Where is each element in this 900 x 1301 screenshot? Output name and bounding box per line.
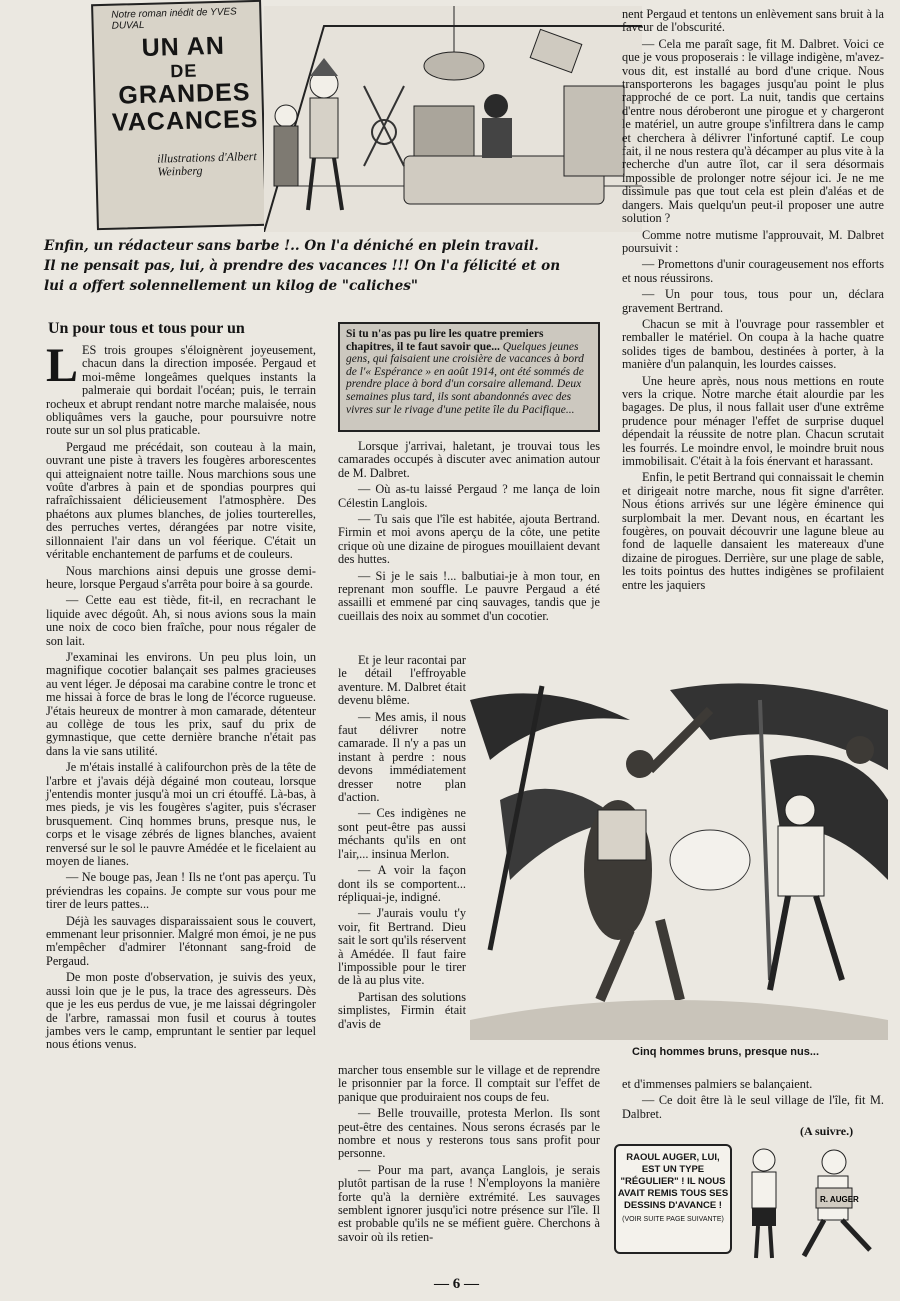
article-column-1: LES trois groupes s'éloignèrent joyeusement, chacun dans la direction imposée. Pergaud et moi-même longeâmes quelques instants la palmeraie qui bordait l'océan; puis, le terrain rocheux et abrupt rendant notre marche malaisée, nous obliquâmes vers la gauche, pour poursuivre notre route sur un sol plus praticable. Pergaud me précédait, son couteau à la main, ouvrant une piste à travers les fougères arborescentes qui atteignaient notre taille. Nous marchions sous une voûte d'arbres à pain et de spondias pourpres qui rafraîchissaient délicieusement l'atmosphère. Des phaétons aux plumes blanches, de jolies tourterelles, des perruches vertes, dérangées par notre visite, sillonnaient l'air dans un vol féerique. C'était un véritable enchantement de parfums et de couleurs. Nous marchions ainsi depuis une grosse demi-heure, lorsque Pergaud s'arrêta pour boire à sa gourde. — Cette eau est tiède, fit-il, en recrachant le liquide avec dégoût. Ah, si nous avions sous la main une noix de coco bien fraîche, pour nous régaler de son lait. J'examinai les environs. Un peu plus loin, un magnifique cocotier balançait ses palmes gracieuses au vent léger. Je déposai ma carabine contre le tronc et me hissai à force de bras le long de l'écorce rugueuse. J'étais heureux de montrer à mon camarade, détenteur au collège de tous les prix, sauf du prix de gymnastique, que cette dernière branche n'était pas dans la vie sans utilité. Je m'étais installé à califourchon près de la tête de l'arbre et j'avais déjà dégainé mon couteau, lorsque j'entendis monter jusqu'à moi un cri étouffé. Là-bas, à mes pieds, je vis les fougères s'agiter, puis s'écraser brusquement. Cinq hommes bruns, presque nus, le corps et le visage zébrés de lignes blanches, avaient renversé sur le sol le pauvre Amédée et le ficelaient au moyen de lianes. — Ne bouge pas, Jean ! Ils ne t'ont pas aperçu. Tu préviendras les copains. Je compte sur vous pour me tirer de leurs pattes... Déjà les sauvages disparaissaient sous le couvert, emmenant leur prisonnier. Malgré mon émoi, je ne pus m'empêcher d'admirer l'étonnant sang-froid de Pergaud. De mon poste d'observation, je suivis des yeux, aussi loin que je le pus, la trace des agresseurs. Dès que je les eus perdus de vue, je me laissai dégringoler de l'arbre, ramassai mon fusil et courus à toutes jambes vers le camp, empruntant le sentier par lequel nous étions venus. <box>46 339 316 1052</box>
paragraph: — Un pour tous, tous pour un, déclara gravement Bertrand. <box>622 287 884 315</box>
series-kicker: Notre roman inédit de YVES DUVAL <box>111 6 237 32</box>
page-number: — 6 — <box>434 1276 479 1292</box>
article-column-3-end <box>622 1078 884 1124</box>
paragraph: — Belle trouvaille, protesta Merlon. Ils sont peut-être des centaines. Nous serons écrasés par le nombre et nous y resterons tous sans profit pour personne. <box>338 1106 600 1161</box>
paragraph: Partisan des solutions simplistes, Firmin était d'avis de <box>338 989 466 1031</box>
summary-box <box>338 322 600 432</box>
article-column-2-top <box>338 440 600 626</box>
paragraph: — Cela me paraît sage, fit M. Dalbret. Voici ce que je vous proposerais : le village indigène, m'avez-vous dit, est installé au bord d'une crique. Nous transporterons les bagages jusqu'au point le plus rapproché de ce port. La nuit, tandis que certains d'entre nous déroberont une pirogue et y chargeront le matériel, un autre groupe s'infiltrera dans le camp et cherchera à délivrer l'infortuné captif. Le coup fait, il ne nous restera qu'à décamper au plus vite à la recherche d'un autre îlot, car il sera désormais impossible de prolonger notre séjour ici. Je ne me dissimule pas que tout cela est plein d'aléas et de dangers. Mais quelqu'un peut-il proposer une autre solution ? <box>622 36 884 226</box>
illustrator-credit: illustrations d'Albert Weinberg <box>156 148 257 179</box>
paragraph: Nous marchions ainsi depuis une grosse demi-heure, lorsque Pergaud s'arrêta pour boire à sa gourde. <box>46 563 316 591</box>
article-column-3 <box>622 8 884 595</box>
paragraph: Pergaud me précédait, son couteau à la main, ouvrant une piste à travers les fougères arborescentes qui atteignaient notre taille. Nous marchions sous une voûte d'arbres à pain et de spondias pourpres qui rafraîchissaient délicieusement l'atmosphère. Des phaétons aux plumes blanches, de jolies tourterelles, des perruches vertes, dérangées par notre visite, sillonnaient l'air dans un vol féerique. C'était un véritable enchantement de parfums et de couleurs. <box>46 439 316 562</box>
summary-heading: Si tu n'as pas pu lire les quatre premiers chapitres, il te faut savoir que... <box>346 328 544 353</box>
paragraph: Déjà les sauvages disparaissaient sous le couvert, emmenant leur prisonnier. Malgré mon émoi, je ne pus m'empêcher d'admirer l'étonnant sang-froid de Pergaud. <box>46 913 316 968</box>
paragraph: — Ces indigènes ne sont peut-être pas aussi méchants qu'ils en ont l'air,... insinua Merlon. <box>338 806 466 861</box>
paragraph: — Pour ma part, avança Langlois, je serais plutôt partisan de la ruse ! N'employons la manière forte qu'à la dernière extrémité. Les sauvages semblent ignorer jusqu'ici notre présence sur l'île. Il est probable qu'ils ne se méfient guère. Cherchons à savoir où ils retien- <box>338 1162 600 1244</box>
section-title: Un pour tous et tous pour un <box>48 320 245 337</box>
paragraph: Chacun se mit à l'ouvrage pour rassembler et remballer le matériel. On coupa à la hache quatre solides tiges de bambou, destinées à porter, à la manière d'un palanquin, les lourdes caisses. <box>622 316 884 372</box>
comic-panel <box>610 1138 880 1264</box>
header-illustration <box>42 0 602 235</box>
jungle-illustration <box>470 680 888 1040</box>
paragraph: — Promettons d'unir courageusement nos efforts et nous réussirons. <box>622 257 884 285</box>
paragraph: — A voir la façon dont ils se comportent... répliquai-je, indigné. <box>338 863 466 904</box>
paragraph: — Ne bouge pas, Jean ! Ils ne t'ont pas aperçu. Tu préviendras les copains. Je compte sur vous pour me tirer de leurs pattes... <box>46 870 316 912</box>
comic-characters-drawing <box>734 1138 880 1264</box>
summary-body: Quelques jeunes gens, qui faisaient une croisière de vacances à bord de l'« Espérance » en août 1914, ont été sommés de prendre place à bord d'un corsaire allemand. Deux semaines plus tard, ils sont abandonnés avec des vivres sur le rivage d'une petite île du Pacifique... <box>346 340 584 416</box>
paragraph: — Ce doit être là le seul village de l'île, fit M. Dalbret. <box>622 1093 884 1121</box>
title-sign <box>91 0 267 230</box>
to-be-continued: (A suivre.) <box>800 1124 854 1138</box>
paragraph: De mon poste d'observation, je suivis des yeux, aussi loin que je le pus, la trace des agresseurs. Dès que je les eus perdus de vue, je me laissai dégringoler de l'arbre, ramassai mon fusil et courus à toutes jambes vers le camp, empruntant le sentier par lequel nous étions venus. <box>46 970 316 1052</box>
story-title: UN AN DE GRANDES VACANCES <box>111 31 259 137</box>
paragraph: marcher tous ensemble sur le village et de reprendre le prisonnier par la force. Il comptait sur l'effet de panique que produiraient nos coups de feu. <box>338 1063 600 1104</box>
drop-cap: L <box>46 339 79 392</box>
paragraph: Enfin, le petit Bertrand qui connaissait le chemin et dirigeait notre marche, nous fit signe d'arrêter. Nous étions arrivés sur une légère éminence qui surplombait la mer. Devant nous, en écartant les fougères, on pouvait découvrir une lagune bleue au fond de laquelle dansaient les matereaux d'une dizaine de pirogues. Derrière, sur une plage de sable, les toits pointus des huttes indigènes se profilaient entre les jaquiers <box>622 470 884 592</box>
sign-text: R. AUGER <box>820 1195 859 1204</box>
paragraph: — Où as-tu laissé Pergaud ? me lança de loin Célestin Langlois. <box>338 482 600 510</box>
paragraph: — Si je le sais !... balbutiai-je à mon tour, en reprenant mon souffle. Le pauvre Pergaud a été assailli et emmené par cinq sauvages, tandis que je cueillais des noix au sommet d'un cocotier. <box>338 568 600 623</box>
header-caption: Enfin, un rédacteur sans barbe !.. On l'a déniché en plein travail. Il ne pensait pas, lui, à prendre des vacances !!! On l'a félicité et on lui a offert solennellement un kilog de "caliches" <box>44 238 561 294</box>
paragraph: — Mes amis, il nous faut délivrer notre camarade. Il n'y a pas un instant à perdre : nous devons immédiatement dresser notre plan d'action. <box>338 709 466 805</box>
article-column-2-narrow <box>338 654 466 1034</box>
paragraph: Et je leur racontai par le détail l'effroyable aventure. M. Dalbret était devenu blême. <box>338 653 466 708</box>
article-column-2-bottom <box>338 1064 600 1247</box>
illustration-caption: Cinq hommes bruns, presque nus... <box>632 1046 820 1058</box>
paragraph: — Cette eau est tiède, fit-il, en recrachant le liquide avec dégoût. Ah, si nous avions sous la main une noix de coco bien fraîche, pour nous régaler de son lait. <box>46 593 316 648</box>
paragraph: J'examinai les environs. Un peu plus loin, un magnifique cocotier balançait ses palmes gracieuses au vent léger. Je déposai ma carabine contre le tronc et me hissai à force de bras le long de l'écorce rugueuse. J'étais heureux de montrer à mon camarade, détenteur au collège de tous les prix, sauf du prix de gymnastique, que cette dernière branche n'était pas dans la vie sans utilité. <box>46 649 316 758</box>
paragraph: Comme notre mutisme l'approuvait, M. Dalbret poursuivit : <box>622 227 884 255</box>
office-scene-drawing <box>264 6 642 232</box>
paragraph: — Tu sais que l'île est habitée, ajouta Bertrand. Firmin et moi avons aperçu de la côte, une petite crique où une dizaine de pirogues mouillaient devant des huttes. <box>338 512 600 567</box>
paragraph: Une heure après, nous nous mettions en route vers la crique. Notre marche était alourdie par les bagages. De plus, il nous fallait user d'une extrême prudence pour ménager l'effet de surprise duquel dépendait la réussite de notre plan. Chacun scrutait les fourrés. Le moindre envol, le moindre bruit nous immobilisait. C'était à la fois énervant et harassant. <box>622 373 884 468</box>
paragraph: nent Pergaud et tentons un enlèvement sans bruit à la faveur de l'obscurité. <box>622 7 884 35</box>
paragraph: — J'aurais voulu t'y voir, fit Bertrand. Dieu sait le sort qu'ils réservent à Amédée. Il faut faire l'impossible pour le tirer de là au plus vite. <box>338 906 466 988</box>
paragraph: et d'immenses palmiers se balançaient. <box>622 1077 813 1091</box>
speech-bubble: RAOUL AUGER, LUI, EST UN TYPE "RÉGULIER" ! IL NOUS AVAIT REMIS TOUS SES DESSINS D'AVANCE ! (VOIR SUITE PAGE SUIVANTE) <box>614 1144 732 1254</box>
paragraph: Je m'étais installé à califourchon près de la tête de l'arbre et j'avais déjà dégainé mon couteau, lorsque j'entendis monter jusqu'à moi un cri étouffé. Là-bas, à mes pieds, je vis les fougères s'agiter, puis s'écraser brusquement. Cinq hommes bruns, presque nus, le corps et le visage zébrés de lignes blanches, avaient renversé sur le sol le pauvre Amédée et le ficelaient au moyen de lianes. <box>46 760 316 869</box>
paragraph: Lorsque j'arrivai, haletant, je trouvai tous les camarades occupés à discuter avec animation autour de M. Dalbret. <box>338 439 600 480</box>
